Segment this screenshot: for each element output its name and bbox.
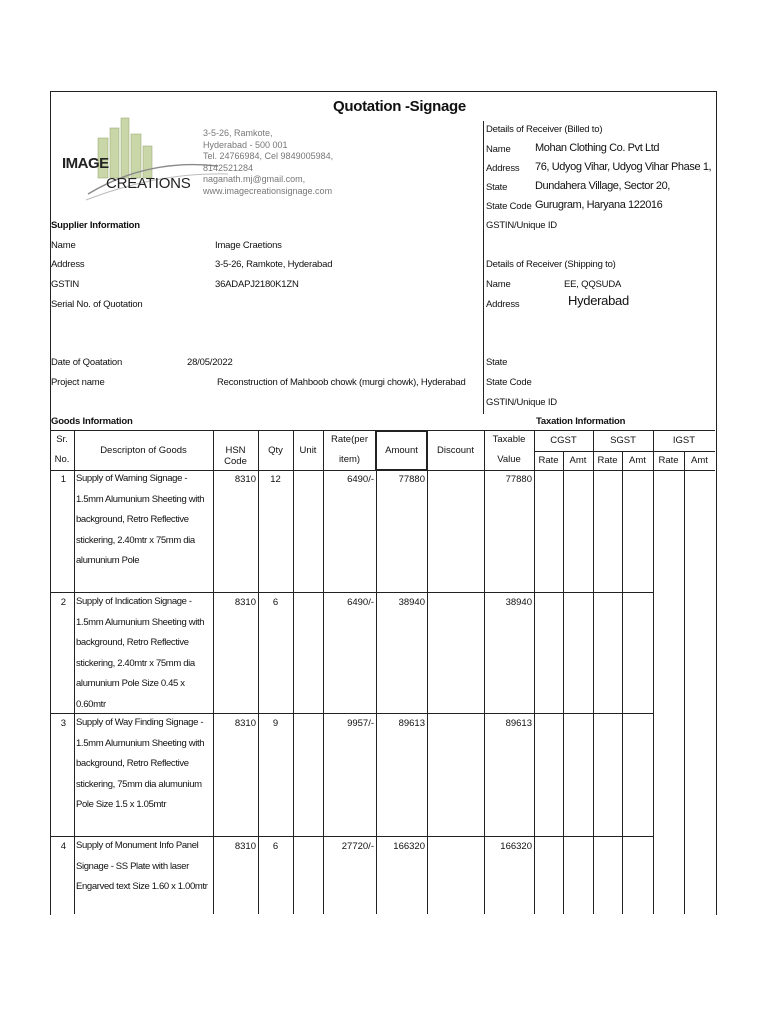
- th-igst-rate: Rate: [658, 455, 679, 466]
- contact-line: 8142521284: [203, 162, 254, 173]
- row1-sr: 1: [60, 474, 66, 485]
- row2-taxable: 38940: [505, 597, 532, 608]
- contact-line: Hyderabad - 500 001: [203, 139, 288, 150]
- th-unit: Unit: [299, 445, 317, 456]
- contact-line: naganath.mj@gmail.com,: [203, 174, 306, 184]
- supplier-heading: Supplier Information: [51, 220, 140, 231]
- row1-hsn: 8310: [234, 474, 256, 485]
- supplier-contact-block: [203, 128, 333, 197]
- row2-hsn: 8310: [234, 597, 256, 608]
- billed-state-code-label: State Code: [486, 201, 532, 212]
- billed-address: 76, Udyog Vihar, Udyog Vihar Phase 1,: [535, 161, 712, 173]
- shipping-heading: Details of Receiver (Shipping to): [486, 259, 616, 270]
- row3-description: Supply of Way Finding Signage - 1.5mm Alumunium Sheeting with background, Retro Reflective stickering, 75mm dia alumunium Pole Size 1.5 x 1.05mtr: [76, 717, 205, 810]
- row4-hsn: 8310: [234, 841, 256, 852]
- th-amount: Amount: [385, 445, 418, 456]
- grid-line: [376, 430, 427, 432]
- th-rate: Rate(per: [331, 434, 368, 445]
- row1-rate: 6490/-: [347, 474, 374, 485]
- billed-address-label: Address: [486, 163, 520, 174]
- supplier-name-label: Name: [51, 240, 76, 251]
- row4-sr: 4: [60, 841, 66, 852]
- row2-description: Supply of Indication Signage - 1.5mm Alumunium Sheeting with background, Retro Reflective stickering, 2.40mtr x 75mm dia alumunium Pole Size 0.45 x 0.60mtr: [76, 596, 205, 710]
- shipping-name-label: Name: [486, 279, 511, 290]
- grid-line: [534, 451, 715, 452]
- row2-qty: 6: [272, 597, 279, 608]
- supplier-gstin: 36ADAPJ2180K1ZN: [215, 279, 299, 290]
- date-label: Date of Qoatation: [51, 357, 123, 368]
- grid-line: [376, 469, 427, 471]
- th-discount: Discount: [437, 445, 474, 456]
- contact-line: www.imagecreationsignage.com: [203, 185, 333, 196]
- quotation-date: 28/05/2022: [187, 357, 233, 368]
- th-taxable: Taxable: [492, 434, 526, 445]
- contact-line: 3-5-26, Ramkote,: [203, 128, 273, 138]
- grid-line: [684, 451, 685, 914]
- row2-sr: 2: [60, 597, 66, 608]
- billed-heading: Details of Receiver (Billed to): [486, 124, 603, 135]
- th-rate-item: item): [338, 454, 361, 465]
- page-title: Quotation -Signage: [333, 98, 466, 115]
- contact-line: Tel. 24766984, Cel 9849005984,: [203, 151, 334, 161]
- th-description: Descripton of Goods: [100, 445, 187, 456]
- th-sgst: SGST: [610, 435, 636, 446]
- project-name: Reconstruction of Mahboob chowk (murgi chowk), Hyderabad: [217, 377, 466, 388]
- row1-description: Supply of Warning Signage - 1.5mm Alumunium Sheeting with background, Retro Reflective stickering, 2.40mtr x 75mm dia alumunium Pole: [76, 473, 205, 566]
- th-cgst-rate: Rate: [538, 455, 559, 466]
- row2-amount: 38940: [398, 597, 425, 608]
- billed-name-label: Name: [486, 144, 511, 155]
- row1-taxable: 77880: [505, 474, 532, 485]
- row4-rate: 27720/-: [341, 841, 374, 852]
- th-igst-amt: Amt: [691, 455, 708, 466]
- row3-taxable: 89613: [505, 718, 532, 729]
- th-hsn: HSN Code: [224, 445, 247, 467]
- supplier-name: Image Craetions: [215, 240, 282, 251]
- grid-line: [534, 430, 535, 914]
- billed-gstin-label: GSTIN/Unique ID: [486, 220, 557, 231]
- receiver-divider: [483, 121, 484, 414]
- grid-line: [74, 430, 75, 914]
- supplier-gstin-label: GSTIN: [51, 279, 80, 290]
- row1-qty: 12: [270, 474, 281, 485]
- billed-name: Mohan Clothing Co. Pvt Ltd: [535, 142, 660, 154]
- th-qty: Qty: [268, 445, 283, 456]
- billed-state: Dundahera Village, Sector 20,: [535, 180, 670, 192]
- row3-rate: 9957/-: [347, 718, 374, 729]
- grid-line: [563, 451, 564, 914]
- th-no: No.: [54, 454, 70, 465]
- grid-line: [293, 430, 294, 914]
- th-value: Value: [497, 454, 521, 465]
- taxation-heading: Taxation Information: [536, 416, 626, 427]
- th-sgst-rate: Rate: [597, 455, 618, 466]
- shipping-gstin-label: GSTIN/Unique ID: [486, 397, 557, 408]
- shipping-name: EE, QQSUDA: [564, 279, 622, 290]
- billed-state-code: Gurugram, Haryana 122016: [535, 199, 663, 211]
- billed-state-label: State: [486, 182, 508, 193]
- shipping-state-label: State: [486, 357, 508, 368]
- serial-label: Serial No. of Quotation: [51, 299, 143, 310]
- goods-heading: Goods Information: [51, 416, 133, 427]
- row4-amount: 166320: [393, 841, 425, 852]
- project-label: Project name: [51, 377, 105, 388]
- th-igst: IGST: [672, 435, 696, 446]
- logo-word-creations: CREATIONS: [106, 175, 191, 192]
- row3-qty: 9: [272, 718, 279, 729]
- row1-amount: 77880: [398, 474, 425, 485]
- row4-qty: 6: [272, 841, 279, 852]
- th-sgst-amt: Amt: [629, 455, 646, 466]
- supplier-address: 3-5-26, Ramkote, Hyderabad: [215, 259, 333, 270]
- grid-line: [427, 430, 428, 914]
- th-cgst: CGST: [550, 435, 577, 446]
- shipping-address-label: Address: [486, 299, 520, 310]
- row3-sr: 3: [60, 718, 66, 729]
- grid-line: [653, 430, 654, 914]
- th-sr: Sr.: [56, 434, 68, 445]
- row4-description: Supply of Monument Info Panel Signage - SS Plate with laser Engarved text Size 1.60 x 1.00mtr: [76, 840, 208, 892]
- row3-hsn: 8310: [234, 718, 256, 729]
- grid-line: [622, 451, 623, 914]
- shipping-state-code-label: State Code: [486, 377, 532, 388]
- logo-word-image: IMAGE: [62, 155, 109, 172]
- th-cgst-amt: Amt: [569, 455, 587, 466]
- row2-rate: 6490/-: [347, 597, 374, 608]
- row3-amount: 89613: [398, 718, 425, 729]
- supplier-address-label: Address: [51, 259, 85, 270]
- row4-taxable: 166320: [500, 841, 532, 852]
- shipping-address: Hyderabad: [568, 293, 629, 308]
- grid-line: [593, 430, 594, 914]
